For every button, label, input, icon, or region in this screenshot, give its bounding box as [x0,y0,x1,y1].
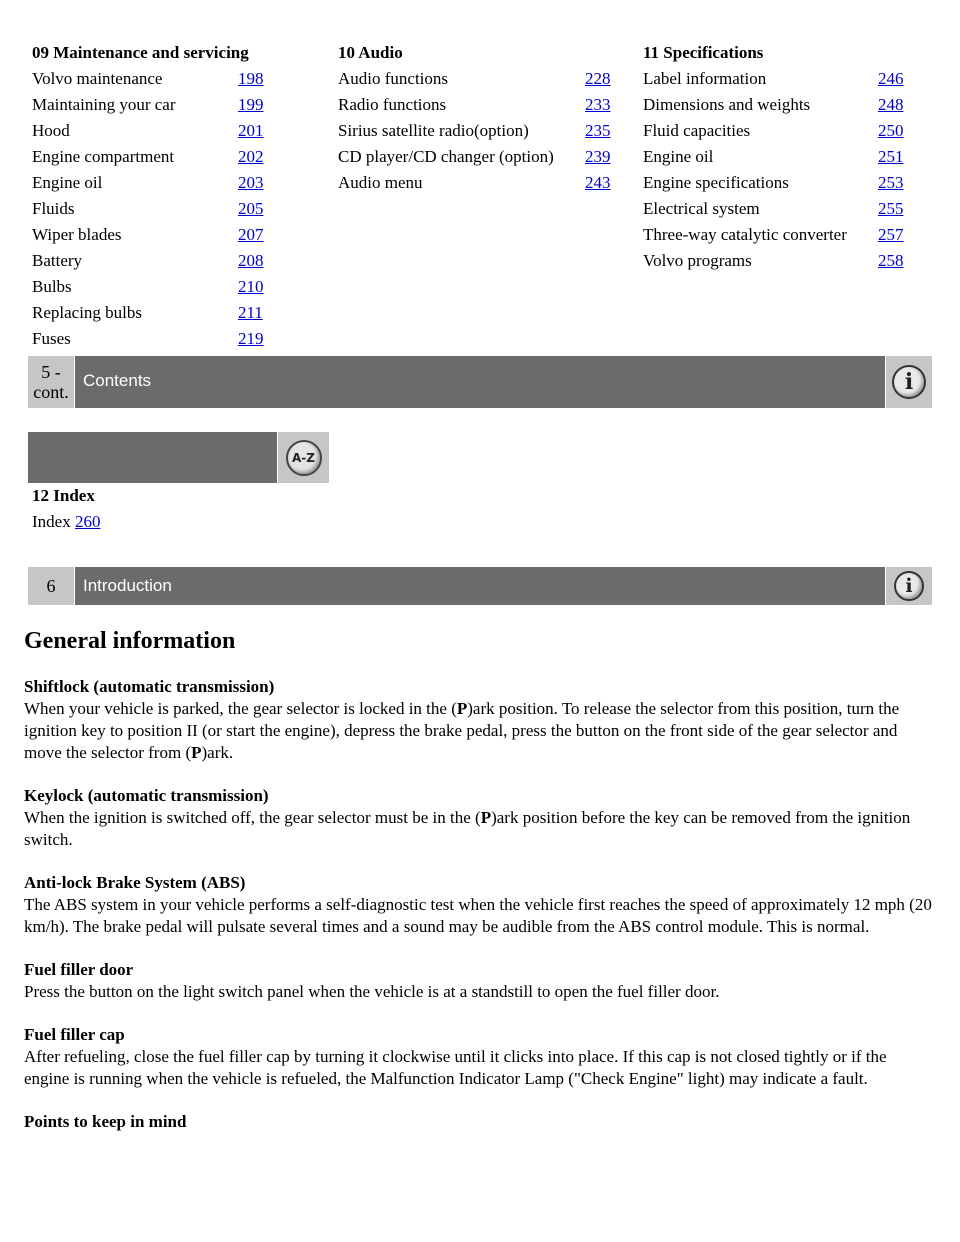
info-icon-box[interactable] [886,567,932,605]
toc-item-label: Electrical system [643,199,760,218]
toc-row [643,222,904,248]
toc-list [338,66,611,196]
section-heading: Keylock (automatic transmission) [24,786,269,805]
section-heading: Fuel filler cap [24,1025,125,1044]
body-text: )ark. [201,743,234,762]
toc-item-label: Audio functions [338,69,449,88]
toc-page-cell [878,170,904,196]
index-bar-fill [28,432,277,483]
toc-page-cell [585,118,611,144]
section-body [24,808,910,849]
toc-page-cell [878,248,904,274]
toc-item-label: Dimensions and weights [643,95,811,114]
toc-page-link[interactable]: 233 [585,95,611,114]
toc-row [338,118,611,144]
body-text: )ark position. To release the selector from this position, turn the ignition key to position II (or start the engine), depress the brake pedal, press the button on the front side of the gear selector and move the selector from ( [24,699,900,762]
content-section [24,785,936,851]
toc-row [32,222,264,248]
toc-page-link[interactable]: 205 [238,199,264,218]
main-content [24,626,936,1154]
toc-item-label: Radio functions [338,95,447,114]
toc-item-label: Engine oil [32,173,103,192]
toc-row [643,170,904,196]
toc-page-link[interactable]: 201 [238,121,264,140]
toc-page-link[interactable]: 203 [238,173,264,192]
toc-item-label: Battery [32,251,83,270]
info-icon-box[interactable] [886,356,932,408]
toc-item-label: CD player/CD changer (option) [338,147,554,166]
toc-row [32,144,264,170]
info-icon[interactable]: i [894,571,924,601]
toc-item-label: Three-way catalytic converter [643,225,847,244]
sections-container [24,676,936,1133]
toc-item-label: Hood [32,121,70,140]
toc-page-cell [238,300,264,326]
section-heading: Points to keep in mind [24,1112,187,1131]
toc-row [643,196,904,222]
park-letter: P [191,743,202,762]
section-heading: Anti-lock Brake System (ABS) [24,873,246,892]
toc-item-label: Sirius satellite radio(option) [338,121,529,140]
toc-row [32,326,264,352]
toc-heading: 09 Maintenance and servicing [32,43,249,62]
content-section [24,676,936,764]
toc-page-link[interactable]: 243 [585,173,611,192]
content-section [24,959,936,1003]
body-text: After refueling, close the fuel filler cap by turning it clockwise until it clicks into place. If this cap is not closed tightly or if the engine is running when the vehicle is refueled, the Malfunction Indicator Lamp ("Check Engine" light) may indicate a fault. [24,1047,887,1088]
toc-row [338,66,611,92]
toc-row [32,248,264,274]
toc-page-cell [585,144,611,170]
toc-item-label: Volvo programs [643,251,752,270]
toc-page-link[interactable]: 258 [878,251,904,270]
toc-row [643,66,904,92]
toc-heading: 11 Specifications [643,43,764,62]
table-of-contents [32,40,912,350]
toc-page-cell [878,118,904,144]
page-section-number: 6 [28,567,74,605]
toc-item-label: Volvo maintenance [32,69,163,88]
toc-page-cell [878,196,904,222]
toc-page-link[interactable]: 246 [878,69,904,88]
page-section-number [28,356,74,408]
introduction-header-bar [28,567,932,605]
toc-page-link[interactable]: 255 [878,199,904,218]
toc-page-cell [238,196,264,222]
toc-item-label: Engine oil [643,147,714,166]
index-page-link[interactable]: 260 [74,512,101,531]
content-section [24,1111,936,1133]
toc-page-cell [238,274,264,300]
toc-row [32,92,264,118]
toc-page-link[interactable]: 211 [238,303,263,322]
toc-page-cell [585,92,611,118]
toc-page-cell [238,118,264,144]
toc-page-cell [585,66,611,92]
toc-page-link[interactable]: 199 [238,95,264,114]
toc-row [32,118,264,144]
toc-page-link[interactable]: 198 [238,69,264,88]
toc-page-cell [238,248,264,274]
toc-page-cell [878,66,904,92]
section-title: Introduction [75,567,885,605]
toc-page-link[interactable]: 235 [585,121,611,140]
toc-page-link[interactable]: 228 [585,69,611,88]
toc-heading: 10 Audio [338,43,403,62]
section-heading: Shiftlock (automatic transmission) [24,677,275,696]
toc-item-label: Audio menu [338,173,423,192]
toc-item-label: Fuses [32,329,71,348]
toc-column-audio [338,40,628,196]
section-title: Contents [75,356,885,408]
toc-page-cell [238,170,264,196]
toc-page-cell [238,66,264,92]
toc-page-link[interactable]: 251 [878,147,904,166]
toc-column-specifications [643,40,923,274]
toc-page-link[interactable]: 250 [878,121,904,140]
toc-page-link[interactable]: 239 [585,147,611,166]
toc-row [32,274,264,300]
toc-row [32,66,264,92]
section-body [24,1047,887,1088]
toc-row [338,92,611,118]
toc-row [643,248,904,274]
contents-header-bar [28,356,932,408]
index-entry [32,512,100,532]
toc-page-cell [238,144,264,170]
toc-page-cell [238,92,264,118]
section-body [24,699,899,762]
toc-item-label: Bulbs [32,277,72,296]
toc-page-cell [585,170,611,196]
body-text: When the ignition is switched off, the gear selector must be in the ( [24,808,481,827]
toc-item-label: Engine compartment [32,147,175,166]
a-z-icon[interactable]: A-Z [286,440,322,476]
toc-row [643,92,904,118]
toc-list [32,66,264,352]
toc-page-cell [238,222,264,248]
toc-page-link[interactable]: 208 [238,251,264,270]
toc-page-link[interactable]: 248 [878,95,904,114]
section-body [24,982,719,1001]
a-z-icon-box[interactable] [278,432,329,483]
toc-item-label: Wiper blades [32,225,122,244]
toc-row [32,196,264,222]
body-text: Press the button on the light switch panel when the vehicle is at a standstill to open the fuel filler door. [24,982,720,1001]
toc-item-label: Replacing bulbs [32,303,143,322]
toc-column-maintenance [32,40,272,352]
toc-row [643,118,904,144]
toc-row [338,170,611,196]
section-heading: Fuel filler door [24,960,134,979]
body-text: )ark position before the key can be removed from the ignition switch. [24,808,911,849]
index-label: Index [32,512,71,531]
toc-item-label: Engine specifications [643,173,789,192]
park-letter: P [480,808,492,827]
toc-page-link[interactable]: 257 [878,225,904,244]
toc-page-cell [878,144,904,170]
content-section [24,1024,936,1090]
toc-row [32,170,264,196]
content-section [24,872,936,938]
body-text: The ABS system in your vehicle performs a self-diagnostic test when the vehicle first reaches the speed of approximately 12 mph (20 km/h). The brake pedal will pulsate several times and a sound may be audible from the ABS control module. This is normal. [24,895,932,936]
toc-row [32,300,264,326]
toc-item-label: Maintaining your car [32,95,176,114]
toc-page-cell [878,222,904,248]
toc-item-label: Fluid capacities [643,121,751,140]
toc-page-link[interactable]: 219 [238,329,264,348]
index-header-bar [28,432,329,483]
section-body [24,895,932,936]
toc-page-cell [238,326,264,352]
toc-row [643,144,904,170]
toc-item-label: Fluids [32,199,75,218]
info-icon[interactable]: i [892,365,926,399]
toc-page-cell [878,92,904,118]
park-letter: P [456,699,468,718]
toc-page-link[interactable]: 207 [238,225,264,244]
toc-page-link[interactable]: 202 [238,147,264,166]
body-text: When your vehicle is parked, the gear selector is locked in the ( [24,699,457,718]
toc-row [338,144,611,170]
page-title: General information [24,628,236,654]
toc-page-link[interactable]: 210 [238,277,264,296]
section-number-text: 5 - cont. [33,362,69,402]
toc-item-label: Label information [643,69,767,88]
toc-page-link[interactable]: 253 [878,173,904,192]
index-heading: 12 Index [32,486,95,505]
toc-list [643,66,904,274]
